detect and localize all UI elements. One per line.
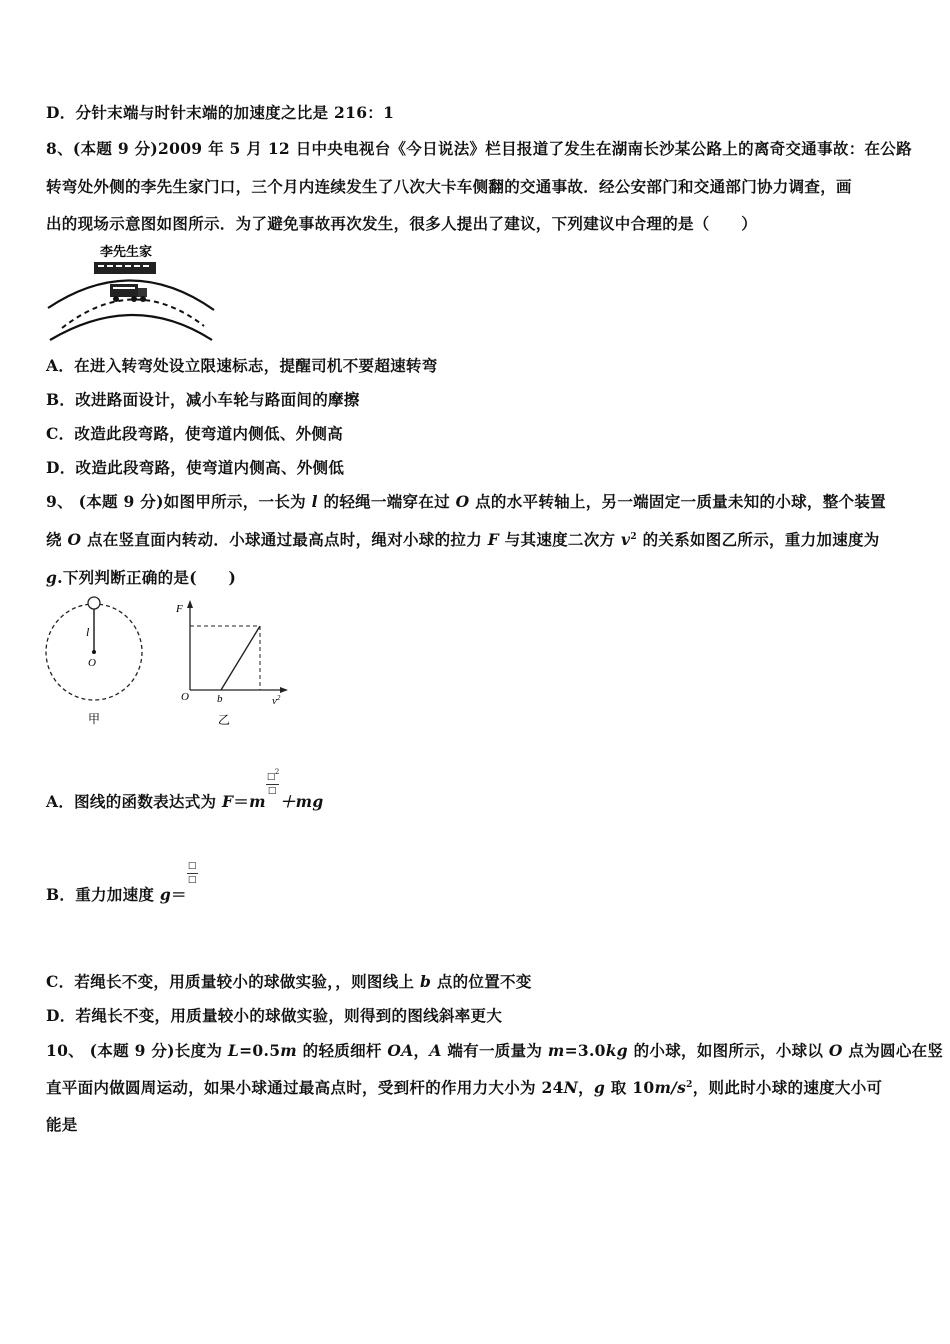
center-label: O <box>88 657 96 669</box>
fraction-b-over-l: □ □ <box>187 861 197 885</box>
q8-stem-line-1: 8、(本题 9 分)2009 年 5 月 12 日中央电视台《今日说法》栏目报道了发生在湖南长沙某公路上的离奇交通事故：在公路 <box>46 139 912 158</box>
q8-stem-line-3: 出的现场示意图如图所示．为了避免事故再次发生，很多人提出了建议，下列建议中合理的是（ ） <box>46 214 758 233</box>
y-axis-label: F <box>176 603 183 615</box>
q8-road-figure <box>44 240 219 342</box>
figure-caption-jia: 甲 <box>88 712 101 726</box>
q10-stem-line-3: 能是 <box>46 1115 78 1134</box>
fraction-v2-over-l: □ 2 □ <box>266 768 280 796</box>
q9-option-b: B．重力加速度 g＝ □ □ <box>46 883 199 905</box>
road-inner-edge <box>50 315 212 340</box>
rope-length-label: l <box>86 625 90 639</box>
q7-option-d: D．分针末端与时针末端的加速度之比是 216：1 <box>46 103 395 122</box>
q9-option-c: C．若绳长不变，用质量较小的球做实验，，则图线上 b 点的位置不变 <box>46 972 532 991</box>
q8-stem-line-2: 转弯处外侧的李先生家门口，三个月内连续发生了八次大卡车侧翻的交通事故．经公安部门和交通部门协力调查，画 <box>46 177 852 196</box>
q9-stem-line-3: g.下列判断正确的是( ) <box>46 568 237 587</box>
origin-label: O <box>181 691 189 703</box>
q8-option-b: B．改进路面设计，减小车轮与路面间的摩擦 <box>46 390 360 409</box>
house-label: 李先生家 <box>99 244 153 259</box>
q9-figure-yi <box>172 598 296 730</box>
x-axis-label: $v^2$ <box>272 694 281 707</box>
ball <box>88 597 100 609</box>
q8-option-c: C．改造此段弯路，使弯道内侧低、外侧高 <box>46 424 344 443</box>
q8-option-a: A．在进入转弯处设立限速标志，提醒司机不要超速转弯 <box>46 356 438 375</box>
graph-line <box>221 626 260 690</box>
q9-option-d: D．若绳长不变，用质量较小的球做实验，则得到的图线斜率更大 <box>46 1006 503 1025</box>
q10-stem-line-1: 10、 (本题 9 分)长度为 L=0.5m 的轻质细杆 OA，A 端有一质量为 m=3.0kg 的小球，如图所示，小球以 O 点为圆心在竖 <box>46 1041 944 1060</box>
q10-stem-line-2: 直平面内做圆周运动，如果小球通过最高点时，受到杆的作用力大小为 24N，g 取 $10m/s^2$，则此时小球的速度大小可 <box>46 1078 883 1097</box>
q9-figure-jia <box>40 592 150 730</box>
b-point-label: b <box>217 693 223 705</box>
q9-stem-line-1: 9、 (本题 9 分)如图甲所示，一长为 l 的轻绳一端穿在过 O 点的水平转轴上，另一端固定一质量未知的小球，整个装置 <box>46 492 886 511</box>
q9-option-a: A．图线的函数表达式为 F＝m □ 2 □ ＋mg <box>46 768 324 811</box>
house-fence <box>94 262 156 274</box>
q9-stem-line-2: 绕 O 点在竖直面内转动．小球通过最高点时，绳对小球的拉力 F 与其速度二次方 $v^2$ 的关系如图乙所示，重力加速度为 <box>46 530 880 549</box>
q8-option-d: D．改造此段弯路，使弯道内侧高、外侧低 <box>46 458 345 477</box>
pivot-point <box>92 650 96 654</box>
figure-caption-yi: 乙 <box>218 713 231 727</box>
